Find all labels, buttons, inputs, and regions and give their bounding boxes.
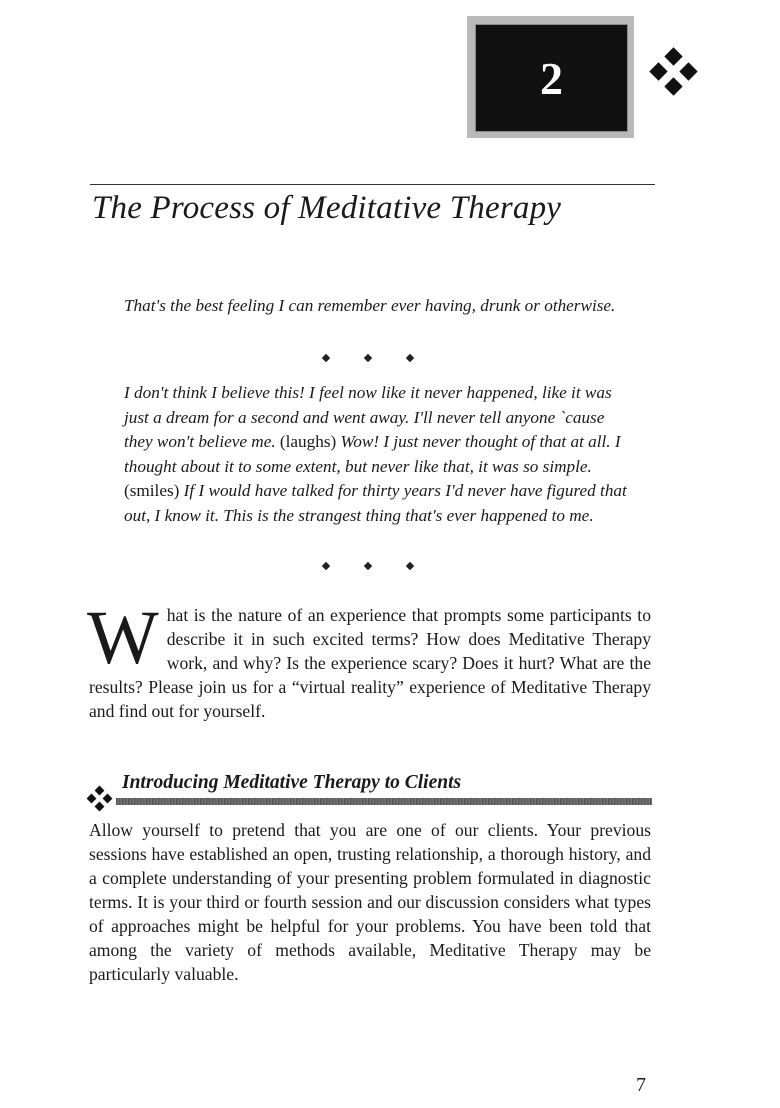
four-diamond-ornament-icon — [86, 786, 114, 814]
title-rule — [90, 184, 655, 185]
chapter-number-plate — [475, 24, 628, 132]
quote-aside: (laughs) — [279, 432, 341, 451]
drop-cap: W — [87, 596, 159, 680]
chapter-title: The Process of Meditative Therapy — [92, 190, 562, 226]
quote-aside: (smiles) — [124, 481, 184, 500]
section-rule — [116, 798, 652, 805]
section-paragraph: Allow yourself to pretend that you are one of our clients. Your previous sessions have established an open, trusting relationship, a thorough history, and a complete understanding of your presenting problem formulated in diagnostic terms. It is your third or fourth session and our discussion considers what types of approaches might be helpful for your problems. You have been told that among the variety of methods available, Meditative Therapy may be particularly valuable. — [89, 820, 651, 984]
quote-segment: I don't think I believe this! I feel now like it never happened, like it was just a dream for a second and went away. I'll never tell anyone `cause they won't believe me. — [124, 383, 612, 451]
chapter-number-box — [467, 16, 634, 138]
quote-segment: If I would have talked for thirty years I'd never have figured that out, I know it. This is the strangest thing that's ever happened to me. — [124, 481, 627, 525]
section-heading: Introducing Meditative Therapy to Clients — [122, 772, 462, 793]
epigraph-quote-1: That's the best feeling I can remember ever having, drunk or otherwise. — [124, 296, 616, 315]
diamond-separator-icon — [323, 355, 413, 361]
page-number: 7 — [636, 1074, 646, 1096]
quote-segment: Wow! I just never thought of that at all. I thought about it to some extent, but never like that, it was so simple. — [124, 432, 621, 476]
intro-text: hat is the nature of an experience that prompts some participants to describe it in such excited terms? How does Meditative Therapy work, and why? Is the experience scary? Does it hurt? What are the results? Please join us for a “virtual reality” experience of Meditative Therapy and find out for yourself. — [89, 605, 651, 721]
intro-paragraph — [87, 596, 651, 723]
epigraph-quote-2 — [124, 381, 634, 528]
diamond-separator-icon — [323, 563, 413, 569]
four-diamond-ornament-icon — [650, 48, 696, 94]
chapter-number: 2 — [540, 52, 563, 104]
